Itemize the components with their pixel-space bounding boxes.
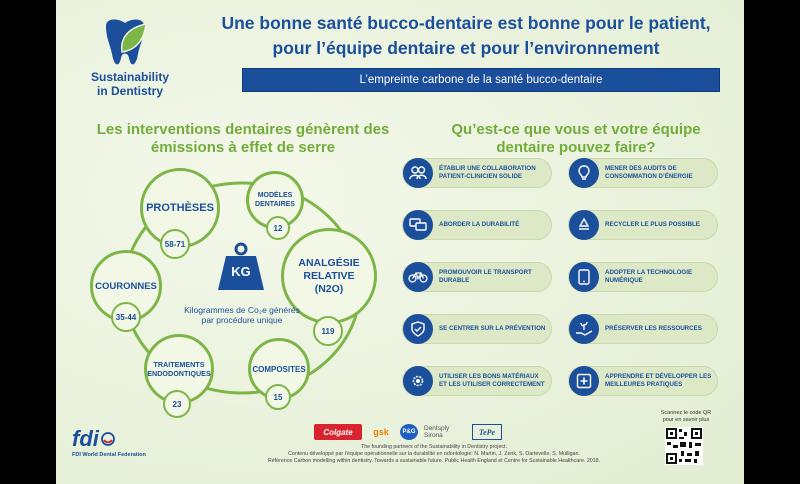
- traitements-label: TRAITEMENTS ENDODONTIQUES: [147, 360, 211, 378]
- sponsor-pg-logo: P&G: [400, 424, 418, 440]
- footer-credits: [254, 444, 614, 465]
- subtitle-banner: L’empreinte carbone de la santé bucco-dentaire: [242, 68, 720, 92]
- sponsor-gsk-logo: gsk: [373, 427, 389, 437]
- fdi-subtitle: FDI World Dental Federation: [72, 452, 146, 458]
- left-heading-line-1: Les interventions dentaires génèrent des: [96, 121, 390, 138]
- action-sustainable-transport: [402, 262, 552, 292]
- action-label: UTILISER LES BONS MATÉRIAUX ET LES UTILISER CORRECTEMENT: [439, 373, 545, 388]
- right-heading-line-1: Qu’est-ce que vous et votre équipe: [451, 121, 701, 138]
- sponsor-colgate-logo: Colgate: [314, 424, 362, 440]
- page-title-line-1: Une bonne santé bucco-dentaire est bonne pour le patient,: [221, 13, 711, 33]
- action-preserve-resources: [568, 314, 718, 344]
- shield-check-icon: [403, 314, 433, 344]
- couronnes-value-badge: [111, 302, 141, 332]
- action-label: APPRENDRE ET DÉVELOPPER LES MEILLEURES PRATIQUES: [605, 373, 712, 388]
- analgesie-label: ANALGÉSIE RELATIVE (N2O): [298, 256, 360, 295]
- action-right-materials: [402, 366, 552, 396]
- tablet-icon: [569, 262, 599, 292]
- qr-label-line-2: pour en savoir plus: [662, 417, 710, 423]
- tooth-leaf-logo: [100, 18, 150, 70]
- first-aid-icon: [569, 366, 599, 396]
- action-collaboration: [402, 158, 552, 188]
- sponsor-tepe-logo: TePe: [472, 424, 502, 440]
- qr-label: [646, 410, 726, 424]
- footer-line-3: Référence Carbon modelling within dentistry. Towards a sustainable future. Public Health England et Centre for Sustainable Healthcare. 2018.: [267, 458, 601, 464]
- analgesie-value-badge: [313, 316, 343, 346]
- action-prevention: [402, 314, 552, 344]
- couronnes-label: COURONNES: [95, 280, 157, 292]
- traitements-value-badge: [163, 390, 191, 418]
- protheses-value: 58-71: [164, 239, 186, 249]
- analgesie-value: 119: [321, 326, 335, 336]
- action-label: ABORDER LA DURABILITÉ: [439, 221, 520, 228]
- footer-line-1: The founding partners of the Sustainability in Dentistry project.: [360, 444, 508, 450]
- modeles-label: MODÈLES DENTAIRES: [255, 192, 295, 208]
- qr-label-line-1: Scannez le code QR: [660, 410, 712, 416]
- people-icon: [403, 158, 433, 188]
- infographic-poster: [56, 0, 744, 484]
- lightbulb-icon: [569, 158, 599, 188]
- action-digital-technology: [568, 262, 718, 292]
- right-heading-line-2: dentaire pouvez faire?: [496, 139, 656, 156]
- action-label: RECYCLER LE PLUS POSSIBLE: [605, 221, 700, 228]
- action-label: ADOPTER LA TECHNOLOGIE NUMÉRIQUE: [605, 269, 693, 284]
- protheses-label: PROTHÈSES: [146, 202, 214, 214]
- modeles-value-badge: [266, 216, 290, 240]
- brand-line-1: Sustainability: [90, 70, 170, 84]
- recycle-icon: [569, 210, 599, 240]
- traitements-value: 23: [172, 399, 182, 409]
- left-section-heading: [78, 121, 408, 157]
- kg-unit-label: KG: [231, 264, 251, 279]
- left-heading-line-2: émissions à effet de serre: [150, 139, 336, 156]
- qr-code[interactable]: [665, 427, 703, 465]
- bicycle-icon: [403, 262, 433, 292]
- protheses-value-badge: [160, 229, 190, 259]
- right-section-heading: [426, 121, 726, 157]
- action-best-practices: [568, 366, 718, 396]
- brand-name: [70, 70, 190, 98]
- action-label: PRÉSERVER LES RESSOURCES: [605, 325, 702, 332]
- action-discuss-sustainability: [402, 210, 552, 240]
- kg-caption: [170, 305, 314, 325]
- fdi-logo: [72, 428, 192, 458]
- composites-value-badge: [265, 384, 291, 410]
- composites-value: 15: [273, 392, 283, 402]
- modeles-value: 12: [273, 223, 283, 233]
- chat-icon: [403, 210, 433, 240]
- kg-caption-line-1: Kilogrammes de Co₂e générés: [184, 305, 300, 315]
- hand-plant-icon: [569, 314, 599, 344]
- kg-caption-line-2: par procédure unique: [201, 315, 283, 325]
- fdi-wordmark: fdi: [72, 426, 99, 451]
- brand-line-2: in Dentistry: [96, 84, 163, 98]
- action-label: ÉTABLIR UNE COLLABORATION PATIENT-CLINICIEN SOLIDE: [439, 165, 536, 180]
- fdi-emblem-icon: [101, 432, 115, 446]
- composites-label: COMPOSITES: [252, 364, 306, 374]
- action-energy-audits: [568, 158, 718, 188]
- action-recycle: [568, 210, 718, 240]
- sponsor-logos: [314, 424, 534, 444]
- footer-line-2: Contenu développé par l’équipe opérationnelle sur la durabilité en odontologie: N. Martin, J. Zenk, S. Dartevelle, S. Mulligan.: [288, 451, 580, 457]
- couronnes-value: 35-44: [115, 312, 137, 322]
- action-label: SE CENTRER SUR LA PRÉVENTION: [439, 325, 546, 332]
- page-title-line-2: pour l’équipe dentaire et pour l’environnement: [272, 38, 660, 58]
- gear-icon: [403, 366, 433, 396]
- action-label: PROMOUVOIR LE TRANSPORT DURABLE: [439, 269, 532, 284]
- sponsor-dentsply-logo: Dentsply Sirona: [424, 425, 450, 439]
- action-label: MENER DES AUDITS DE CONSOMMATION D’ÉNERGIE: [605, 165, 693, 180]
